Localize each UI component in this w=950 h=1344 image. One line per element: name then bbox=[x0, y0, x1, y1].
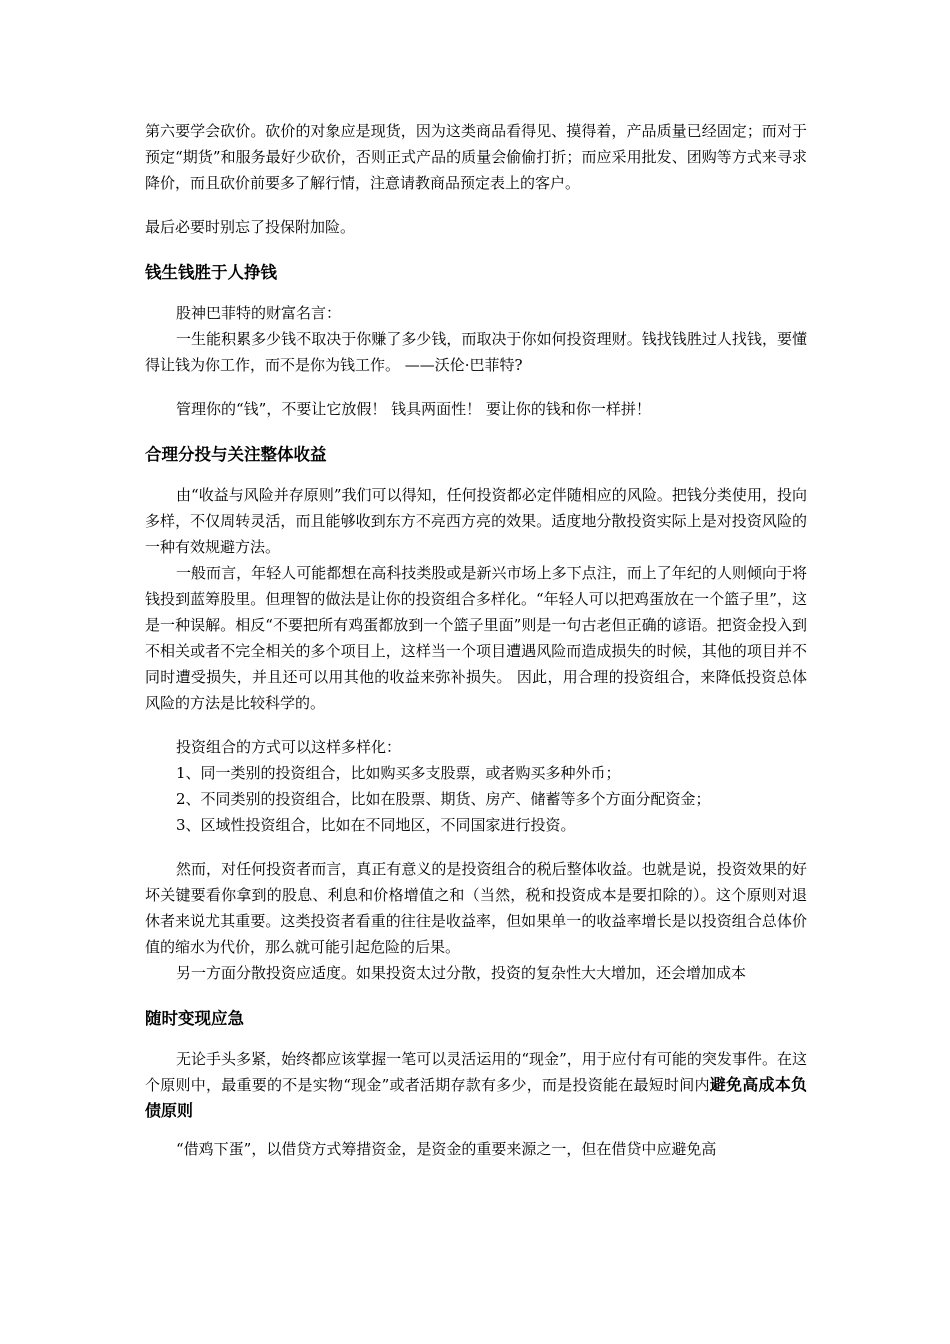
paragraph-young-investors: 一般而言，年轻人可能都想在高科技类股或是新兴市场上多下点注，而上了年纪的人则倾向于将钱投到蓝筹股里。但理智的做法是让你的投资组合多样化。“年轻人可以把鸡蛋放在一个篮子里”，这是一种误解。相反“不要把所有鸡蛋都放到一个篮子里面”则是一句古老但正确的谚语。把资金投入到不相关或者不完全相关的多个项目上，这样当一个项目遭遇风险而造成损失的时候，其他的项目并不同时遭受损失，并且还可以用其他的收益来弥补损失。 因此，用合理的投资组合，来降低投资总体风险的方法是比较科学的。 bbox=[145, 564, 807, 712]
list-item: 3、区域性投资组合，比如在不同地区，不同国家进行投资。 bbox=[176, 816, 576, 834]
heading-money-makes-money: 钱生钱胜于人挣钱 bbox=[145, 263, 277, 282]
list-item: 1、同一类别的投资组合，比如购买多支股票，或者购买多种外币； bbox=[176, 764, 621, 782]
heading-liquidity: 随时变现应急 bbox=[145, 1009, 244, 1028]
quote-intro: 股神巴菲特的财富名言： bbox=[176, 304, 342, 322]
list-item: 2、不同类别的投资组合，比如在股票、期货、房产、储蓄等多个方面分配资金； bbox=[176, 790, 711, 808]
buffett-quote: 一生能积累多少钱不取决于你赚了多少钱，而取决于你如何投资理财。钱找钱胜过人找钱，要懂得让钱为你工作，而不是你为钱工作。 ——沃伦·巴菲特? bbox=[145, 330, 807, 374]
paragraph-borrowing: “借鸡下蛋”，以借贷方式筹措资金，是资金的重要来源之一，但在借贷中应避免高 bbox=[176, 1140, 717, 1158]
paragraph-cash-reserve bbox=[145, 1046, 807, 1124]
cash-reserve-text: 无论手头多紧，始终都应该掌握一笔可以灵活运用的“现金”，用于应付有可能的突发事件。在这个原则中，最重要的不是实物“现金”或者活期存款有多少，而是投资能在最短时间内 bbox=[145, 1050, 807, 1094]
list-intro: 投资组合的方式可以这样多样化： bbox=[176, 738, 402, 756]
paragraph-bargaining: 第六要学会砍价。砍价的对象应是现货，因为这类商品看得见、摸得着，产品质量已经固定；而对于预定“期货”和服务最好少砍价，否则正式产品的质量会偷偷打折；而应采用批发、团购等方式来寻求降价，而且砍价前要多了解行情，注意请教商品预定表上的客户。 bbox=[145, 122, 807, 192]
paragraph-after-tax-returns: 然而，对任何投资者而言，真正有意义的是投资组合的税后整体收益。也就是说，投资效果的好坏关键要看你拿到的股息、利息和价格增值之和（当然，税和投资成本是要扣除的）。这个原则对退休者来说尤其重要。这类投资者看重的往往是收益率，但如果单一的收益率增长是以投资组合总体价值的缩水为代价，那么就可能引起危险的后果。 bbox=[145, 860, 807, 956]
motto: 管理你的“钱”，不要让它放假！ 钱具两面性！ 要让你的钱和你一样拼！ bbox=[176, 400, 651, 418]
heading-avoid-high-cost-debt: 避免高成本负债原则 bbox=[145, 1075, 807, 1120]
document-page bbox=[145, 118, 807, 1162]
heading-diversification: 合理分投与关注整体收益 bbox=[145, 445, 327, 464]
paragraph-insurance: 最后必要时别忘了投保附加险。 bbox=[145, 218, 356, 236]
paragraph-moderate-diversification: 另一方面分散投资应适度。如果投资太过分散，投资的复杂性大大增加，还会增加成本 bbox=[176, 964, 747, 982]
paragraph-risk-principle: 由“收益与风险并存原则”我们可以得知，任何投资都必定伴随相应的风险。把钱分类使用，投向多样，不仅周转灵活，而且能够收到东方不亮西方亮的效果。适度地分散投资实际上是对投资风险的一种有效规避方法。 bbox=[145, 486, 807, 556]
